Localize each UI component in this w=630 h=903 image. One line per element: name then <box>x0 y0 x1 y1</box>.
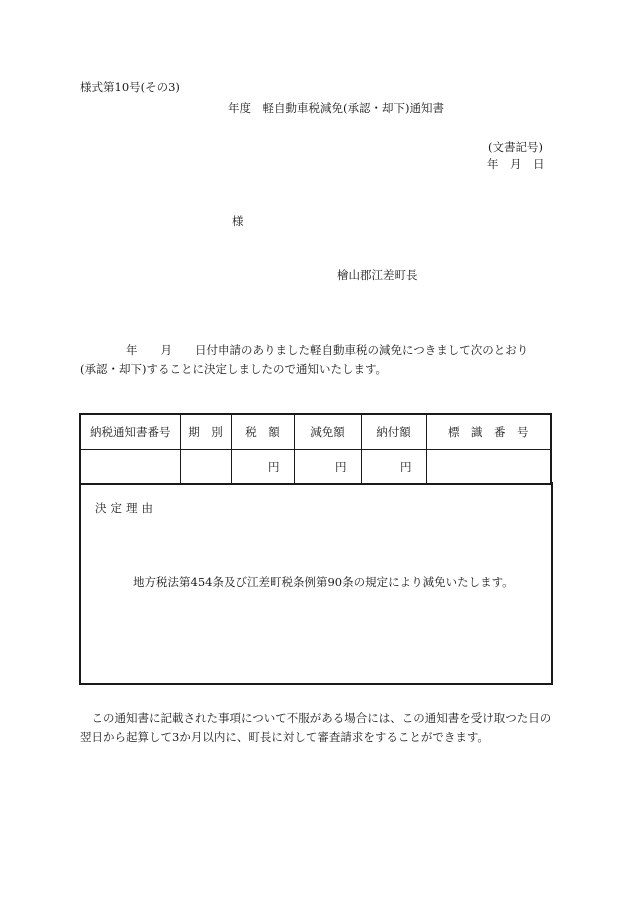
header-period: 期 別 <box>180 414 231 450</box>
header-exemption-amount: 減免額 <box>294 414 361 450</box>
document-title: 年度 軽自動車税減免(承認・却下)通知書 <box>228 101 444 115</box>
cell-plate-number <box>426 450 551 485</box>
decision-statement-line-2: (承認・却下)することに決定しましたので通知いたします。 <box>80 362 388 376</box>
issue-date: 年 月 日 <box>487 157 545 171</box>
document-reference-number: (文書記号) <box>488 140 543 154</box>
decision-reason-box <box>79 482 553 685</box>
form-number: 様式第10号(その3) <box>80 80 180 94</box>
header-payment-amount: 納付額 <box>361 414 426 450</box>
cell-period <box>180 450 231 485</box>
cell-notice-number <box>80 450 180 485</box>
addressee: 様 <box>232 214 244 228</box>
decision-statement-line-1: 年 月 日付申請のありました軽自動車税の減免につきまして次のとおり <box>80 343 529 357</box>
decision-reason-label: 決定理由 <box>95 501 157 515</box>
appeal-notice: この通知書に記載された事項について不服がある場合には、この通知書を受け取つた日の翌日から起算して3か月以内に、町長に対して審査請求をすることができます。 <box>80 711 552 744</box>
decision-reason-text: 地方税法第454条及び江差町税条例第90条の規定により減免いたします。 <box>133 575 514 589</box>
cell-tax-amount: 円 <box>231 450 294 485</box>
cell-exemption-amount: 円 <box>294 450 361 485</box>
cell-payment-amount: 円 <box>361 450 426 485</box>
table-row <box>80 450 551 485</box>
header-plate-number: 標 識 番 号 <box>426 414 551 450</box>
tax-table <box>79 413 552 485</box>
header-tax-amount: 税 額 <box>231 414 294 450</box>
issuer: 檜山郡江差町長 <box>337 268 418 282</box>
decision-statement <box>80 341 552 379</box>
header-notice-number: 納税通知書番号 <box>80 414 180 450</box>
table-header-row <box>80 414 551 450</box>
